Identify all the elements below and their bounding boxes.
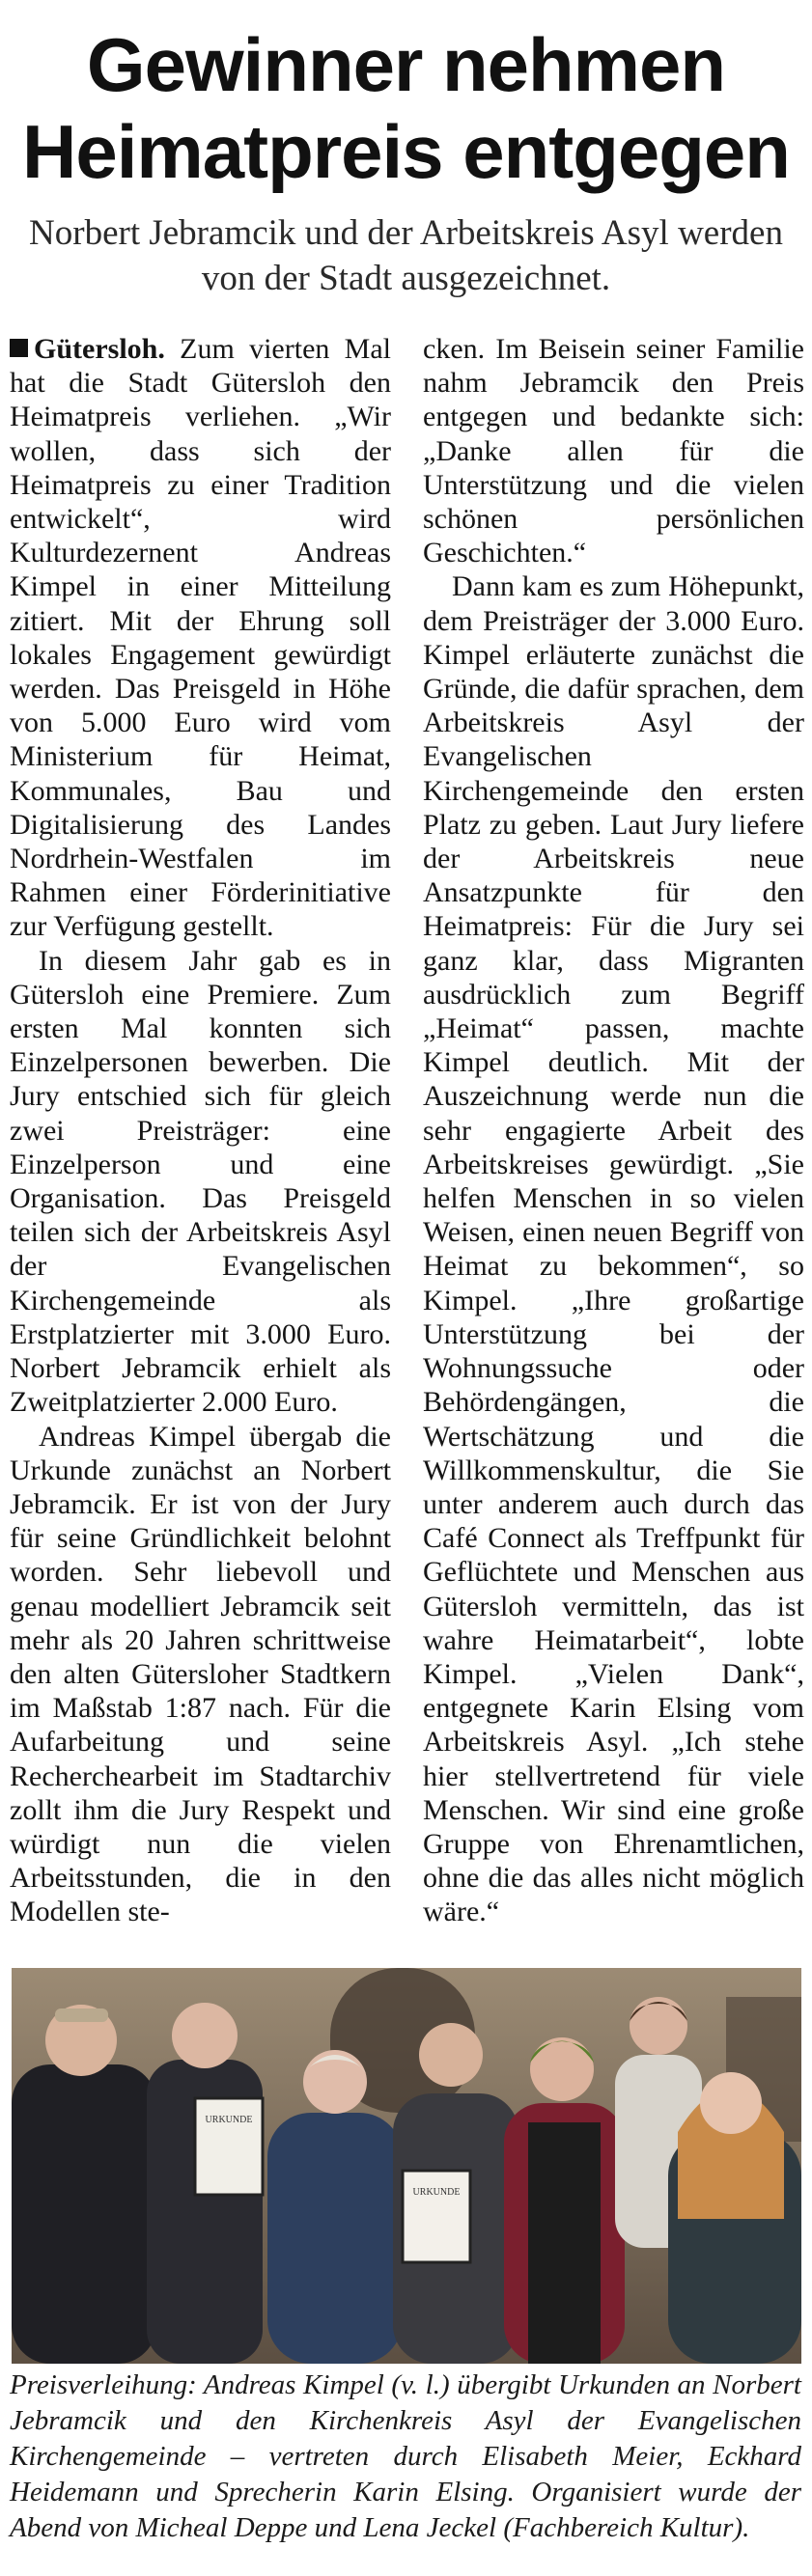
article-column-left <box>10 332 391 1929</box>
paragraph-4: cken. Im Beisein seiner Familie nahm Jebramcik den Preis entgegen und bedankte sich: „Danke allen für die Unterstützung und die vielen schönen persönlichen Geschichten.“ <box>423 333 804 569</box>
photo-caption: Preisverleihung: Andreas Kimpel (v. l.) übergibt Urkunden an Norbert Jebramcik und den Kirchenkreis Asyl der Evangelischen Kirchengemeinde – vertreten durch Elisabeth Meier, Eckhard Heidemann und Sprecherin Karin Elsing. Organisiert wurde der Abend von Micheal Deppe und Lena Jeckel (Fachbereich Kultur). <box>10 2369 801 2543</box>
paragraph-5: Dann kam es zum Höhepunkt, dem Preisträger der 3.000 Euro. Kimpel erläuterte zunächst die Gründe, die dafür sprachen, dem Arbeitskreis Asyl der Evangelischen Kirchengemeinde den ersten Platz zu geben. Laut Jury liefere der Arbeitskreis neue Ansatzpunkte für den Heimatpreis: Für die Jury sei ganz klar, dass Migranten ausdrücklich zum Begriff „Heimat“ passen, machte Kimpel deutlich. Mit der Auszeichnung werde nun die sehr engagierte Arbeit des Arbeitskreises gewürdigt. „Sie helfen Menschen in so vielen Weisen, einen neuen Begriff von Heimat zu bekommen“, so Kimpel. „Ihre großartige Unterstützung bei der Wohnungssuche oder Behördengängen, die Wertschätzung und die Willkommenskultur, die Sie unter anderem auch durch das Café Connect als Treffpunkt für Geflüchtete und Menschen aus Gütersloh vermitteln, das ist wahre Heimatarbeit“, lobte Kimpel. „Vielen Dank“, entgegnete Karin Elsing vom Arbeitskreis Asyl. „Ich stehe hier stellvertretend für viele Menschen. Wir sind eine große Gruppe von Ehrenamtlichen, ohne die das alles nicht möglich wäre.“ <box>423 570 804 1928</box>
paragraph-1 <box>10 332 391 944</box>
article-column-right <box>423 332 804 1929</box>
headline: Gewinner nehmen Heimatpreis entgegen <box>22 22 790 194</box>
dateline-square-icon <box>10 339 28 357</box>
group-photo-illustration <box>12 1968 801 2364</box>
group-photo <box>12 1968 801 2364</box>
certificate-1-text: URKUNDE <box>205 2115 253 2125</box>
paragraph-3: Andreas Kimpel übergab die Urkunde zunächst an Norbert Jebramcik. Er ist von der Jury für seine Gründlichkeit belohnt worden. Sehr liebevoll und genau modelliert Jebramcik seit mehr als 20 Jahren schrittweise den alten Gütersloher Stadtkern im Maßstab 1:87 nach. Für die Aufarbeitung und seine Recherchearbeit im Stadtarchiv zollt ihm die Jury Respekt und würdigt nun die vielen Arbeitsstunden, die in den Modellen ste- <box>10 1420 391 1928</box>
dateline: Gütersloh. <box>34 333 165 365</box>
subheadline: Norbert Jebramcik und der Arbeitskreis Asyl werden von der Stadt ausgezeichnet. <box>29 213 783 298</box>
certificate-2-text: URKUNDE <box>412 2187 461 2198</box>
paragraph-1-text: Zum vierten Mal hat die Stadt Gütersloh den Heimatpreis verliehen. „Wir wollen, dass sich der Heimatpreis zu einer Tradition entwickelt“, wird Kulturdezernent Andreas Kimpel in einer Mitteilung zitiert. Mit der Ehrung soll lokales Engagement gewürdigt werden. Das Preisgeld in Höhe von 5.000 Euro wird vom Ministerium für Heimat, Kommunales, Bau und Digitalisierung des Landes Nordrhein-Westfalen im Rahmen einer Förderinitiative zur Verfügung gestellt. <box>10 333 391 943</box>
paragraph-2: In diesem Jahr gab es in Gütersloh eine Premiere. Zum ersten Mal konnten sich Einzelpersonen bewerben. Die Jury entschied sich für gleich zwei Preisträger: eine Einzelperson und eine Organisation. Das Preisgeld teilen sich der Arbeitskreis Asyl der Evangelischen Kirchengemeinde als Erstplatzierter mit 3.000 Euro. Norbert Jebramcik erhielt als Zweitplatzierter 2.000 Euro. <box>10 944 391 1419</box>
